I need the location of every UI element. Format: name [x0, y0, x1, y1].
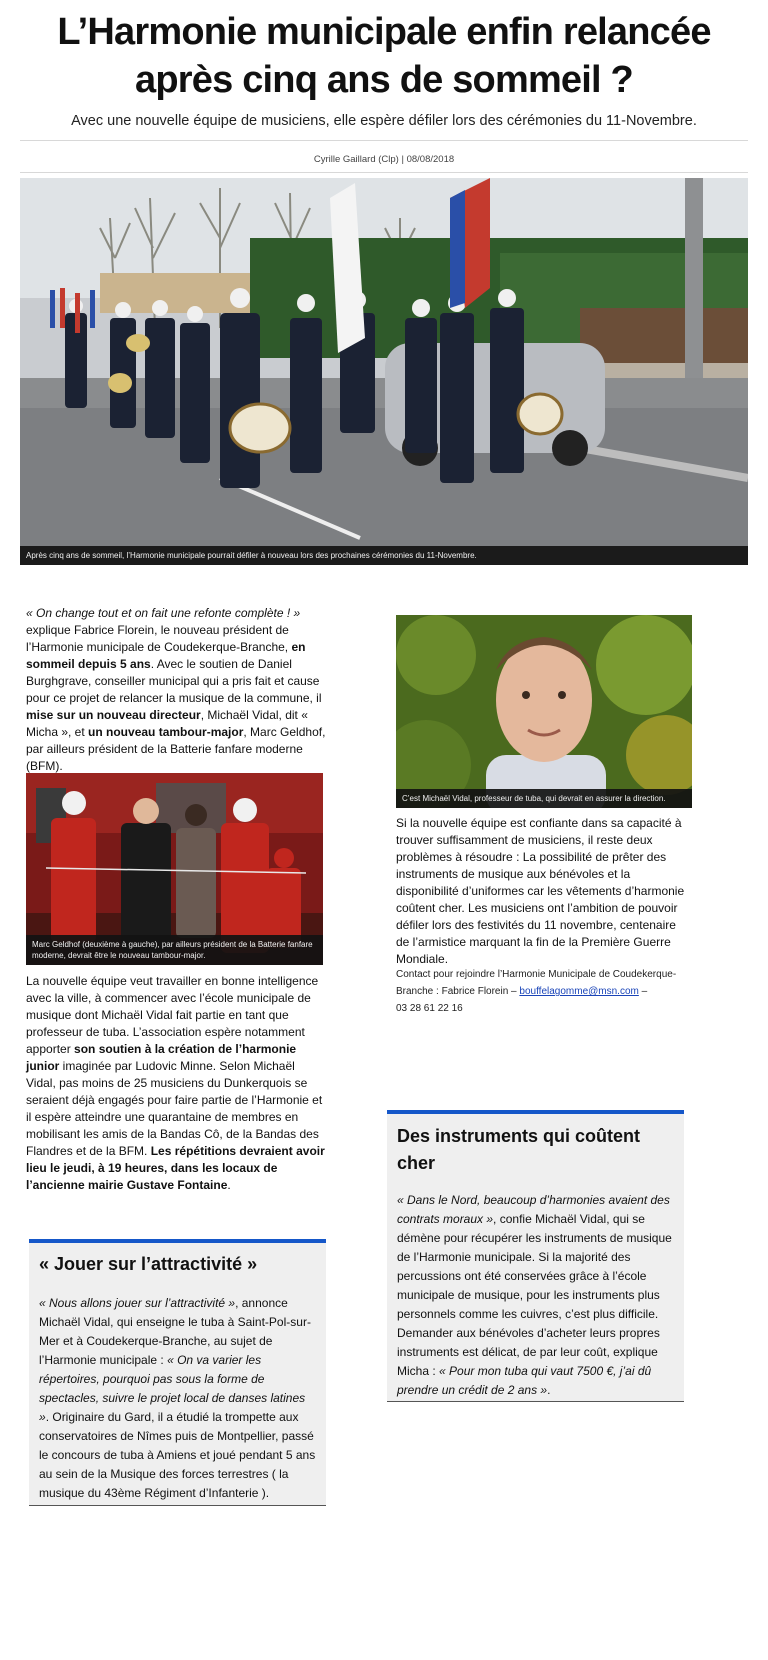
intro-quote: « On change tout et on fait une refonte complète ! »: [26, 606, 301, 620]
box-right-quote-2: « Pour mon tuba qui vaut 7500 €, j’ai dû prendre un crédit de 2 ans »: [397, 1364, 652, 1397]
box-right-text: [397, 1191, 674, 1400]
publish-date: 08/08/2018: [406, 154, 455, 165]
box-left-quote-1: « Nous allons jouer sur l’attractivité »: [39, 1296, 236, 1310]
box-left-text-1: , annonce Michaël Vidal, qui enseigne le tuba à Saint-Pol-sur-Mer et à Coudekerque-Branche, au sujet de l’Harmonie municipale :: [39, 1296, 311, 1367]
box-left-quote-2: « On va varier les répertoires, pourquoi pas sous la forme de spectacles, suivre le projet local de danses latines »: [39, 1353, 306, 1424]
second-paragraph: [26, 973, 326, 1194]
contact-phone: 03 28 61 22 16: [396, 1003, 463, 1014]
ceremony-photo-caption: Marc Geldhof (deuxième à gauche), par ailleurs président de la Batterie fanfare moderne, devrait être le nouveau tambour-major.: [26, 935, 323, 965]
intro-text-2: . Avec le soutien de Daniel Burghgrave, conseiller municipal qui a pris fait et cause pour ce projet de relancer la musique de la commune, il: [26, 657, 322, 705]
intro-text-1: explique Fabrice Florein, le nouveau président de l’Harmonie municipale de Coudekerque-Branche,: [26, 623, 292, 654]
author: Cyrille Gaillard (Clp): [313, 154, 399, 165]
byline-divider: [20, 172, 748, 173]
box-right-title: Des instruments qui coûtent cher: [397, 1126, 641, 1173]
box-right-text-2: .: [547, 1383, 551, 1397]
sidebar-box-attractivite: [29, 1239, 326, 1506]
top-divider: [20, 140, 748, 141]
article-title: [20, 8, 748, 104]
sidebar-box-instruments: [387, 1110, 684, 1402]
intro-bold-2: mise sur un nouveau directeur: [26, 708, 201, 722]
para2-bold-1: son soutien à la création de l’harmonie junior: [26, 1042, 297, 1073]
byline-separator: |: [401, 154, 404, 165]
box-left-text: [39, 1294, 316, 1503]
box-left-text-2: . Originaire du Gard, il a étudié la trompette aux conservatoires de Nîmes puis de Montpellier, passé le concours de tuba à Amiens et joué pendant 5 ans au sein de la Musique des forces terrestres ( la musique du 43ème Régiment d’Infanterie ).: [39, 1410, 316, 1500]
intro-bold-1: en sommeil depuis 5 ans: [26, 640, 306, 671]
ceremony-photo: [26, 773, 323, 965]
box-right-text-1: , confie Michaël Vidal, qui se démène pour récupérer les instruments de musique de l’Harmonie municipale. Si la majorité des percussions ont été conservées grâce à l’école municipale de musique, pour les instruments plus personnels comme les cuivres, c’est plus difficile. Demander aux bénévoles d’acheter leurs propres instruments est délicat, de par leur coût, explique Micha :: [397, 1212, 672, 1378]
para2-text-3: .: [227, 1178, 231, 1192]
portrait-photo: [396, 615, 692, 808]
intro-paragraph: [26, 605, 326, 775]
article-subtitle: Avec une nouvelle équipe de musiciens, elle espère défiler lors des cérémonies du 11-Novembre.: [71, 113, 697, 129]
para2-bold-2: Les répétitions devraient avoir lieu le jeudi, à 19 heures, dans les locaux de l’ancienne mairie Gustave Fontaine: [26, 1144, 325, 1192]
intro-text-3: , Michaël Vidal, dit « Micha », et: [26, 708, 308, 739]
contact-dash: –: [638, 986, 648, 997]
parade-image: [20, 178, 748, 565]
intro-text-4: , Marc Geldhof, par ailleurs président de la Batterie fanfare moderne (BFM).: [26, 725, 326, 773]
portrait-image: [396, 615, 692, 808]
contact-info: [396, 966, 692, 1017]
box-left-title: « Jouer sur l’attractivité »: [39, 1254, 258, 1274]
article-title-line1: L’Harmonie municipale enfin relancée: [57, 11, 711, 53]
box-right-quote-1: « Dans le Nord, beaucoup d’harmonies avaient des contrats moraux »: [397, 1193, 670, 1226]
third-paragraph: Si la nouvelle équipe est confiante dans sa capacité à trouver suffisamment de musiciens, il reste deux problèmes à résoudre : La possibilité de prêter des instruments de musique aux bénévoles et la disponibilité d’uniformes car les vêtements d’harmonie coûtent cher. Les musiciens ont l’ambition de pouvoir défiler lors des festivités du 11 novembre, centenaire de l’armistice marquant la fin de la Première Guerre Mondiale.: [396, 816, 685, 966]
contact-email-link[interactable]: bouffelagomme@msn.com: [519, 986, 639, 997]
para2-text-2: imaginée par Ludovic Minne. Selon Michaël Vidal, pas moins de 25 musiciens du Dunkerquois se seraient déjà engagés pour faire partie de l’Harmonie et il espère atteindre une quarantaine de membres en mobilisant les amis de la Bandas Cô, de la Bandas des Flandres et de la BFM.: [26, 1059, 323, 1158]
intro-bold-3: un nouveau tambour-major: [88, 725, 244, 739]
article-title-line2: après cinq ans de sommeil ?: [135, 59, 633, 101]
portrait-caption: C’est Michaël Vidal, professeur de tuba, qui devrait en assurer la direction.: [396, 789, 692, 808]
contact-text: Contact pour rejoindre l’Harmonie Municipale de Coudekerque-Branche : Fabrice Florein –: [396, 969, 677, 997]
main-photo: [20, 178, 748, 565]
para2-text-1: La nouvelle équipe veut travailler en bonne intelligence avec la ville, à commencer avec l’école municipale de musique dont Michaël Vidal fait partie en tant que professeur de tuba. L’association espère notamment apporter: [26, 974, 319, 1056]
main-photo-caption: Après cinq ans de sommeil, l’Harmonie municipale pourrait défiler à nouveau lors des prochaines cérémonies du 11-Novembre.: [20, 546, 748, 565]
byline: [20, 154, 748, 165]
